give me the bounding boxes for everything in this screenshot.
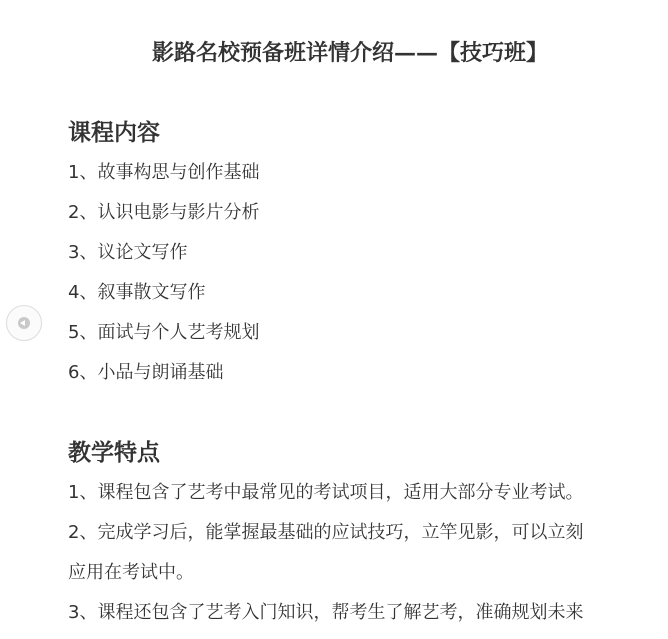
chevron-left-icon <box>18 317 30 329</box>
list-item: 5、面试与个人艺考规划 <box>68 322 260 343</box>
section-heading-course-content: 课程内容 <box>68 119 160 146</box>
list-item: 4、叙事散文写作 <box>68 282 206 303</box>
list-item-continuation: 应用在考试中。 <box>68 562 194 583</box>
section-heading-teaching-features: 教学特点 <box>68 439 160 466</box>
list-item: 6、小品与朗诵基础 <box>68 362 224 383</box>
previous-button[interactable] <box>6 305 42 341</box>
teaching-features-list <box>68 473 583 633</box>
list-item: 1、故事构思与创作基础 <box>68 162 260 183</box>
list-item: 1、课程包含了艺考中最常见的考试项目，适用大部分专业考试。 <box>68 482 584 503</box>
list-item: 3、课程还包含了艺考入门知识，帮考生了解艺考，准确规划未来 <box>68 602 584 623</box>
list-item: 2、认识电影与影片分析 <box>68 202 260 223</box>
list-item: 3、议论文写作 <box>68 242 188 263</box>
page-title: 影路名校预备班详情介绍——【技巧班】 <box>151 40 548 66</box>
course-content-list <box>68 153 259 393</box>
list-item: 2、完成学习后，能掌握最基础的应试技巧，立竿见影，可以立刻 <box>68 522 584 543</box>
